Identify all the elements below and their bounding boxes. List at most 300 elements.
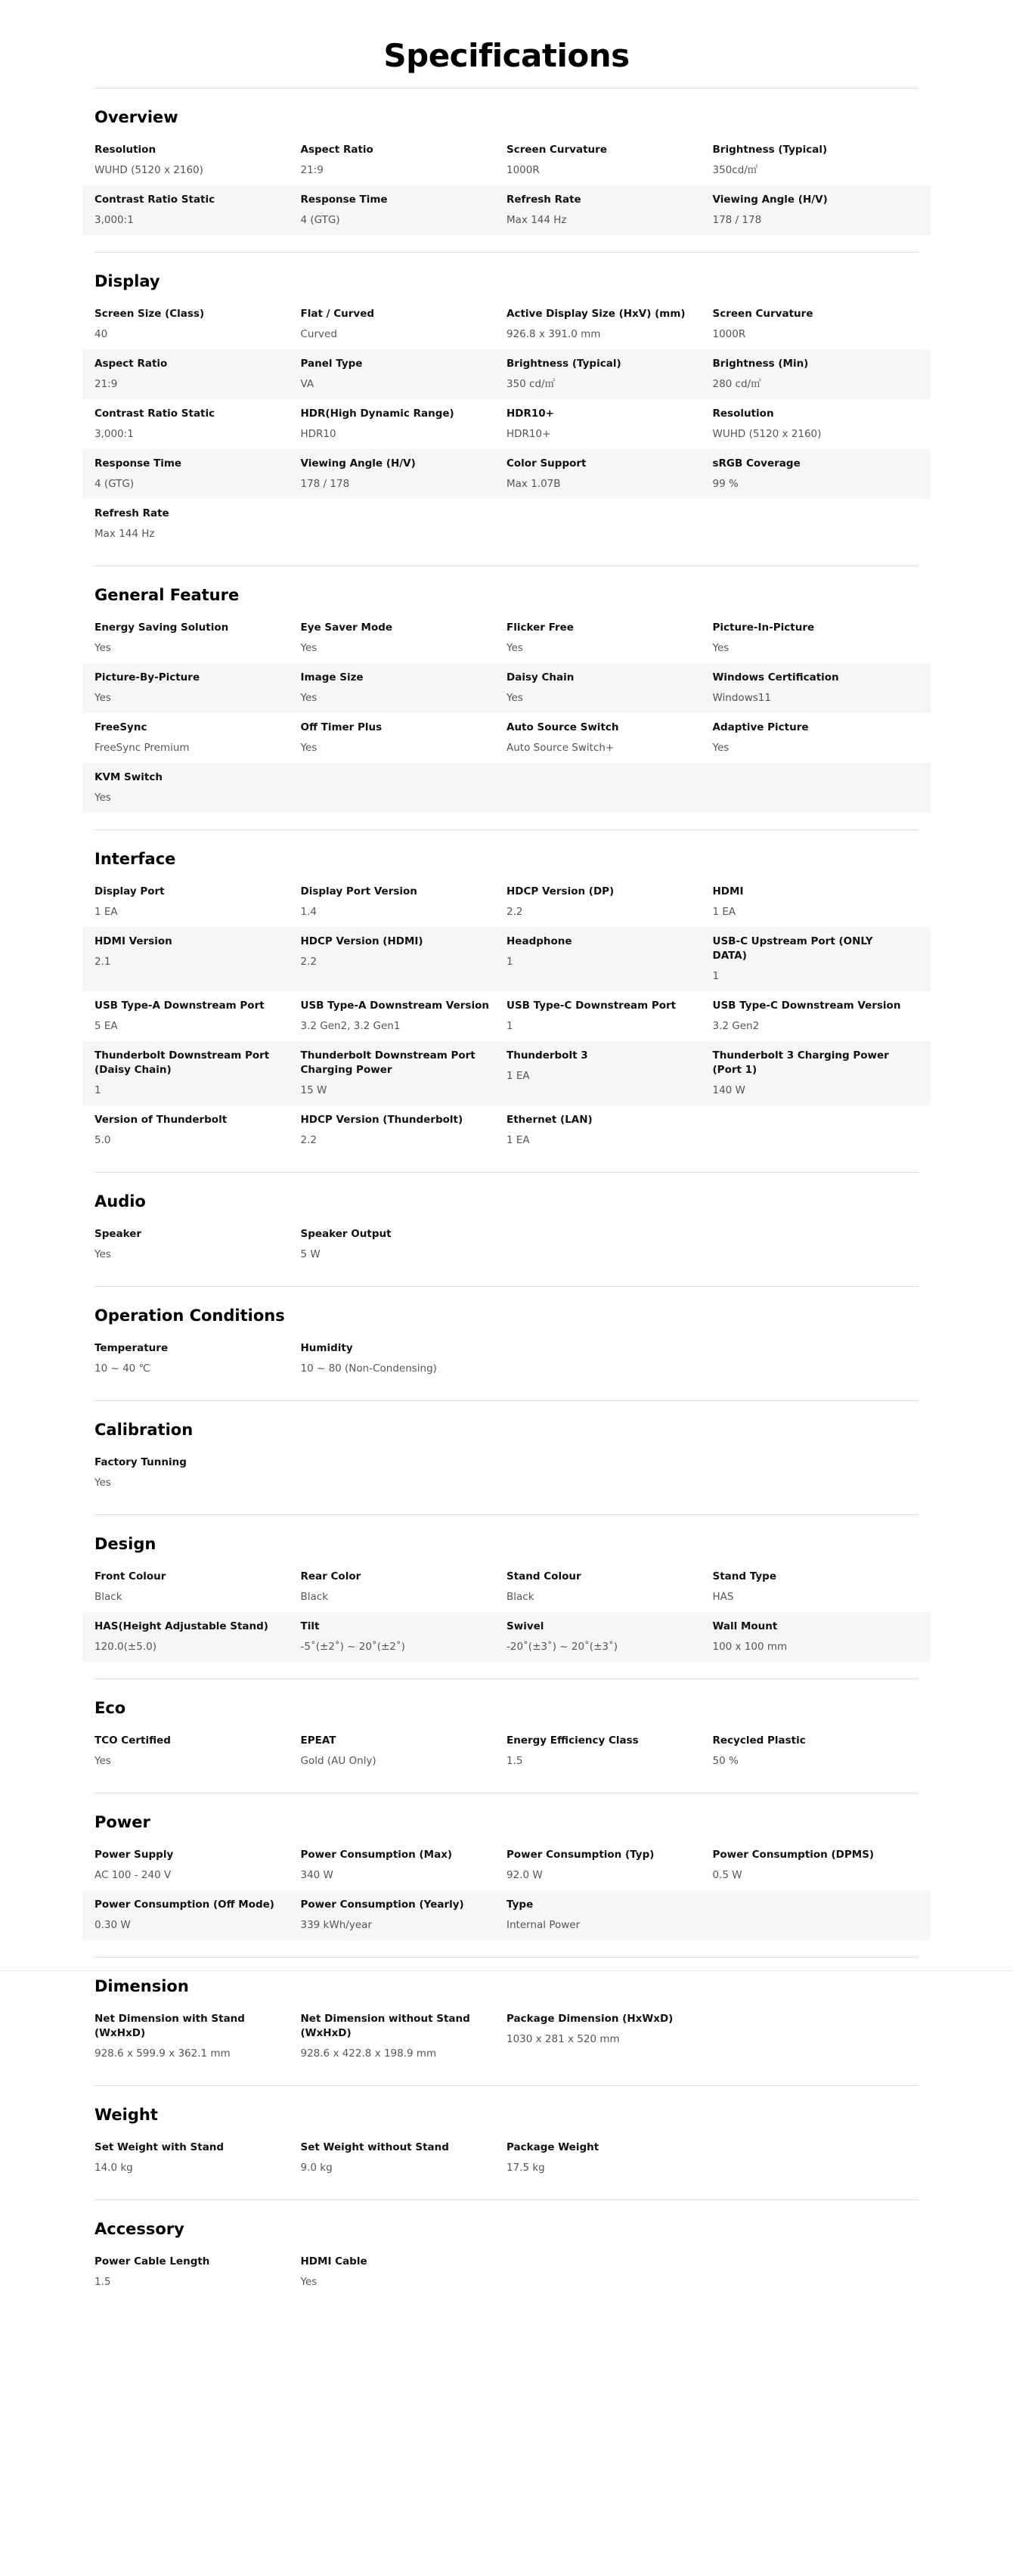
section-title: Weight — [94, 2106, 158, 2124]
spec-value: 40 — [94, 328, 108, 340]
spec-item — [94, 507, 301, 541]
spec-item — [506, 1898, 713, 1933]
spec-value: Yes — [94, 692, 111, 704]
spec-item — [94, 621, 301, 656]
spec-item — [94, 1898, 301, 1933]
spec-label: Thunderbolt 3 — [506, 1049, 588, 1062]
spec-item — [94, 1113, 301, 1148]
spec-item — [301, 1898, 507, 1933]
spec-label: Stand Type — [712, 1570, 776, 1582]
spec-value: Yes — [300, 642, 318, 654]
spec-value: Yes — [300, 742, 318, 754]
spec-value: 928.6 x 422.8 x 198.9 mm — [300, 2047, 437, 2060]
spec-row — [82, 1890, 931, 1940]
spec-item — [94, 193, 301, 228]
spec-item — [301, 999, 507, 1034]
spec-item — [301, 193, 507, 228]
spec-section-accessory — [94, 2199, 919, 2314]
spec-grid — [82, 2004, 931, 2069]
spec-value: 1.5 — [94, 2276, 111, 2288]
spec-value: 5.0 — [94, 1134, 111, 1146]
spec-item — [301, 935, 507, 984]
spec-item — [506, 721, 713, 755]
spec-row — [82, 1562, 931, 1612]
spec-value: Black — [94, 1591, 122, 1603]
spec-row — [82, 1726, 931, 1776]
spec-row — [82, 1220, 931, 1269]
spec-item — [301, 143, 507, 178]
spec-row — [82, 1840, 931, 1890]
spec-item — [506, 193, 713, 228]
spec-section-display — [94, 252, 919, 566]
spec-item — [713, 885, 919, 919]
spec-label: Auto Source Switch — [506, 721, 619, 733]
spec-value: WUHD (5120 x 2160) — [712, 428, 822, 440]
spec-value: FreeSync Premium — [94, 742, 190, 754]
spec-row — [82, 927, 931, 991]
spec-label: HDCP Version (HDMI) — [300, 935, 423, 947]
spec-row — [82, 1105, 931, 1155]
spec-item — [506, 999, 713, 1034]
spec-row — [82, 1448, 931, 1498]
spec-item — [506, 1620, 713, 1654]
spec-value: 2.2 — [506, 906, 523, 918]
spec-label: KVM Switch — [94, 771, 163, 783]
spec-row — [82, 185, 931, 235]
spec-label: Set Weight with Stand — [94, 2141, 225, 2153]
spec-item — [506, 671, 713, 705]
spec-value: 1 EA — [506, 1070, 530, 1082]
spec-row — [82, 763, 931, 813]
spec-value: 3,000:1 — [94, 428, 134, 440]
spec-section-power — [94, 1793, 919, 1957]
spec-item — [713, 935, 919, 984]
section-title: Interface — [94, 850, 176, 868]
spec-item — [94, 357, 301, 392]
spec-item — [713, 1734, 919, 1768]
spec-label: Viewing Angle (H/V) — [300, 457, 416, 470]
spec-row — [82, 2247, 931, 2297]
spec-item — [301, 671, 507, 705]
spec-value: HAS — [712, 1591, 734, 1603]
spec-section-calibration — [94, 1400, 919, 1514]
spec-value: Yes — [94, 1477, 111, 1489]
spec-item — [94, 1848, 301, 1883]
spec-label: Version of Thunderbolt — [94, 1114, 228, 1126]
spec-item — [301, 1113, 507, 1148]
spec-label: EPEAT — [300, 1734, 336, 1747]
spec-row — [82, 499, 931, 549]
spec-label: USB Type-A Downstream Port — [94, 1000, 265, 1012]
spec-label: Thunderbolt Downstream Port (Daisy Chain) — [94, 1049, 270, 1076]
spec-value: 1 EA — [712, 906, 736, 918]
spec-row — [82, 2004, 931, 2069]
spec-value: 1 — [506, 956, 513, 968]
spec-label: Response Time — [94, 457, 182, 470]
spec-label: FreeSync — [94, 721, 147, 733]
spec-item — [301, 1620, 507, 1654]
spec-label: sRGB Coverage — [712, 457, 801, 470]
spec-label: Picture-By-Picture — [94, 671, 200, 684]
spec-item — [301, 1227, 507, 1262]
spec-grid — [82, 1840, 931, 1940]
spec-label: Brightness (Typical) — [506, 358, 621, 370]
spec-section-weight — [94, 2085, 919, 2199]
spec-row — [82, 135, 931, 185]
spec-item — [94, 1049, 301, 1098]
spec-section-design — [94, 1514, 919, 1679]
spec-label: Color Support — [506, 457, 587, 470]
spec-value: 3.2 Gen2 — [712, 1020, 760, 1032]
spec-item — [301, 885, 507, 919]
spec-label: Tilt — [300, 1620, 320, 1632]
spec-value: 4 (GTG) — [300, 214, 340, 226]
spec-value: 100 x 100 mm — [712, 1641, 788, 1653]
spec-value: -5˚(±2˚) ~ 20˚(±2˚) — [300, 1641, 405, 1653]
spec-item — [94, 1620, 301, 1654]
spec-item — [506, 1570, 713, 1604]
spec-item — [713, 1620, 919, 1654]
spec-value: 5 EA — [94, 1020, 118, 1032]
spec-item — [94, 457, 301, 491]
spec-item — [506, 407, 713, 442]
spec-label: Screen Curvature — [712, 308, 813, 320]
spec-value: Curved — [300, 328, 337, 340]
spec-label: Power Consumption (Typ) — [506, 1849, 655, 1861]
spec-value: 1000R — [712, 328, 746, 340]
spec-item — [713, 1848, 919, 1883]
section-title: Calibration — [94, 1421, 194, 1439]
spec-value: Yes — [712, 742, 730, 754]
spec-item — [94, 1734, 301, 1768]
spec-item — [506, 621, 713, 656]
spec-value: HDR10 — [300, 428, 336, 440]
spec-item — [94, 1455, 301, 1490]
spec-label: HDMI Cable — [300, 2255, 367, 2268]
spec-label: Refresh Rate — [506, 194, 581, 206]
spec-value: 280 cd/㎡ — [712, 378, 761, 390]
spec-value: 9.0 kg — [300, 2162, 333, 2174]
spec-label: Picture-In-Picture — [712, 622, 815, 634]
spec-section-interface — [94, 829, 919, 1172]
spec-label: HDMI — [712, 885, 744, 897]
spec-label: Image Size — [300, 671, 364, 684]
spec-item — [94, 1570, 301, 1604]
spec-item — [94, 307, 301, 342]
spec-grid — [82, 613, 931, 813]
spec-label: Front Colour — [94, 1570, 166, 1582]
spec-value: 0.5 W — [712, 1869, 742, 1881]
spec-label: Speaker — [94, 1228, 142, 1240]
spec-value: 1 — [94, 1084, 101, 1096]
spec-item — [713, 1049, 919, 1098]
spec-row — [82, 713, 931, 763]
spec-item — [94, 143, 301, 178]
spec-value: Yes — [94, 642, 111, 654]
spec-value: 350 cd/㎡ — [506, 378, 556, 390]
spec-value: 1 — [506, 1020, 513, 1032]
spec-value: Max 144 Hz — [94, 528, 155, 540]
spec-label: HDCP Version (DP) — [506, 885, 615, 897]
spec-label: Power Consumption (DPMS) — [712, 1849, 875, 1861]
spec-section-eco — [94, 1679, 919, 1793]
spec-item — [94, 885, 301, 919]
spec-value: 178 / 178 — [300, 478, 350, 490]
spec-value: 17.5 kg — [506, 2162, 545, 2174]
spec-section-audio — [94, 1172, 919, 1286]
section-title: Audio — [94, 1192, 146, 1211]
spec-value: WUHD (5120 x 2160) — [94, 164, 203, 176]
spec-label: Resolution — [94, 144, 156, 156]
spec-value: 15 W — [300, 1084, 327, 1096]
spec-label: HDMI Version — [94, 935, 172, 947]
spec-label: Power Consumption (Off Mode) — [94, 1899, 274, 1911]
spec-item — [301, 2140, 507, 2175]
spec-item — [506, 1848, 713, 1883]
spec-label: Headphone — [506, 935, 572, 947]
spec-label: Power Supply — [94, 1849, 174, 1861]
spec-grid — [82, 299, 931, 549]
spec-value: Internal Power — [506, 1919, 581, 1931]
spec-label: Power Consumption (Max) — [300, 1849, 453, 1861]
page-title: Specifications — [383, 37, 630, 74]
spec-value: 340 W — [300, 1869, 333, 1881]
spec-row — [82, 991, 931, 1041]
spec-value: 10 ~ 80 (Non-Condensing) — [300, 1362, 437, 1375]
spec-value: 5 W — [300, 1248, 321, 1260]
spec-label: HAS(Height Adjustable Stand) — [94, 1620, 268, 1632]
spec-label: Wall Mount — [712, 1620, 778, 1632]
spec-value: 3,000:1 — [94, 214, 134, 226]
spec-label: Temperature — [94, 1342, 169, 1354]
spec-value: 4 (GTG) — [94, 478, 135, 490]
spec-value: Black — [506, 1591, 534, 1603]
spec-label: Net Dimension with Stand (WxHxD) — [94, 2013, 245, 2039]
spec-label: HDCP Version (Thunderbolt) — [300, 1114, 463, 1126]
spec-value: 92.0 W — [506, 1869, 543, 1881]
spec-value: Yes — [94, 1755, 111, 1767]
spec-value: Yes — [94, 1248, 111, 1260]
spec-value: Windows11 — [712, 692, 771, 704]
spec-item — [713, 721, 919, 755]
spec-value: 350cd/㎡ — [712, 164, 758, 176]
spec-value: 14.0 kg — [94, 2162, 133, 2174]
spec-label: Power Cable Length — [94, 2255, 210, 2268]
spec-label: Flicker Free — [506, 622, 574, 634]
spec-value: Max 1.07B — [506, 478, 561, 490]
spec-value: Yes — [506, 642, 523, 654]
spec-value: 1000R — [506, 164, 540, 176]
spec-section-dimension — [94, 1957, 919, 2085]
section-title: General Feature — [94, 586, 240, 604]
spec-label: HDR10+ — [506, 408, 554, 420]
spec-value: 2.2 — [300, 1134, 317, 1146]
spec-value: 1 EA — [94, 906, 118, 918]
spec-grid — [82, 1334, 931, 1384]
spec-value: 1030 x 281 x 520 mm — [506, 2033, 620, 2045]
spec-item — [94, 1341, 301, 1376]
spec-label: Windows Certification — [712, 671, 839, 684]
spec-label: USB-C Upstream Port (ONLY DATA) — [712, 935, 873, 962]
spec-item — [301, 621, 507, 656]
spec-label: Viewing Angle (H/V) — [712, 194, 828, 206]
spec-value: 2.2 — [300, 956, 317, 968]
spec-item — [301, 1848, 507, 1883]
spec-item — [301, 357, 507, 392]
spec-label: Stand Colour — [506, 1570, 581, 1582]
spec-value: 1 EA — [506, 1134, 530, 1146]
spec-value: 3.2 Gen2, 3.2 Gen1 — [300, 1020, 401, 1032]
spec-item — [94, 999, 301, 1034]
spec-row — [82, 1041, 931, 1105]
spec-item — [713, 407, 919, 442]
spec-item — [301, 457, 507, 491]
spec-item — [506, 457, 713, 491]
spec-value: Yes — [712, 642, 730, 654]
spec-row — [82, 449, 931, 499]
spec-item — [506, 2140, 713, 2175]
spec-value: Auto Source Switch+ — [506, 742, 615, 754]
section-title: Eco — [94, 1699, 126, 1717]
spec-label: Recycled Plastic — [712, 1734, 806, 1747]
divider — [0, 1970, 1013, 1971]
spec-value: 2.1 — [94, 956, 111, 968]
spec-label: Daisy Chain — [506, 671, 575, 684]
spec-value: Gold (AU Only) — [300, 1755, 376, 1767]
spec-item — [506, 1049, 713, 1098]
section-title: Accessory — [94, 2220, 184, 2238]
spec-row — [82, 663, 931, 713]
spec-value: 1.5 — [506, 1755, 523, 1767]
spec-label: Panel Type — [300, 358, 363, 370]
spec-item — [94, 721, 301, 755]
spec-item — [301, 2012, 507, 2061]
spec-label: Resolution — [712, 408, 774, 420]
spec-row — [82, 399, 931, 449]
spec-value: 178 / 178 — [712, 214, 762, 226]
spec-item — [301, 1049, 507, 1098]
spec-label: Eye Saver Mode — [300, 622, 393, 634]
spec-label: Screen Size (Class) — [94, 308, 205, 320]
spec-item — [94, 770, 301, 805]
spec-label: Speaker Output — [300, 1228, 392, 1240]
spec-label: Package Dimension (HxWxD) — [506, 2013, 674, 2025]
spec-grid — [82, 1448, 931, 1498]
section-title: Power — [94, 1813, 150, 1831]
spec-label: Aspect Ratio — [94, 358, 168, 370]
spec-value: Black — [300, 1591, 329, 1603]
spec-item — [713, 999, 919, 1034]
spec-label: Contrast Ratio Static — [94, 408, 215, 420]
spec-item — [94, 935, 301, 984]
spec-label: Off Timer Plus — [300, 721, 383, 733]
spec-item — [713, 671, 919, 705]
spec-value: 21:9 — [300, 164, 324, 176]
spec-item — [94, 2012, 301, 2061]
spec-item — [94, 407, 301, 442]
spec-item — [506, 2012, 713, 2061]
spec-label: Thunderbolt Downstream Port Charging Power — [300, 1049, 476, 1076]
spec-item — [506, 1734, 713, 1768]
spec-label: USB Type-C Downstream Version — [712, 1000, 901, 1012]
spec-label: Power Consumption (Yearly) — [300, 1899, 464, 1911]
spec-value: Max 144 Hz — [506, 214, 567, 226]
spec-value: 140 W — [712, 1084, 745, 1096]
spec-label: Adaptive Picture — [712, 721, 809, 733]
spec-grid — [82, 1726, 931, 1776]
spec-row — [82, 1612, 931, 1662]
spec-grid — [82, 877, 931, 1155]
section-title: Operation Conditions — [94, 1307, 285, 1325]
spec-value: 339 kWh/year — [300, 1919, 372, 1931]
spec-item — [94, 2140, 301, 2175]
spec-item — [506, 935, 713, 984]
spec-value: 99 % — [712, 478, 739, 490]
spec-value: 928.6 x 599.9 x 362.1 mm — [94, 2047, 231, 2060]
spec-label: Display Port Version — [300, 885, 417, 897]
spec-value: 1.4 — [300, 906, 317, 918]
spec-section-overview — [94, 88, 919, 252]
spec-label: Contrast Ratio Static — [94, 194, 215, 206]
spec-label: Set Weight without Stand — [300, 2141, 449, 2153]
spec-label: Refresh Rate — [94, 507, 169, 519]
spec-row — [82, 349, 931, 399]
spec-grid — [82, 1220, 931, 1269]
spec-label: Type — [506, 1899, 534, 1911]
spec-grid — [82, 1562, 931, 1662]
spec-label: Energy Efficiency Class — [506, 1734, 639, 1747]
spec-label: Energy Saving Solution — [94, 622, 229, 634]
spec-row — [82, 2133, 931, 2183]
spec-label: Humidity — [300, 1342, 353, 1354]
section-title: Dimension — [94, 1977, 189, 1995]
spec-item — [506, 143, 713, 178]
spec-item — [713, 193, 919, 228]
spec-value: 21:9 — [94, 378, 118, 390]
spec-label: Rear Color — [300, 1570, 361, 1582]
spec-item — [713, 621, 919, 656]
spec-item — [301, 2255, 507, 2289]
spec-value: -20˚(±3˚) ~ 20˚(±3˚) — [506, 1641, 618, 1653]
spec-value: Yes — [300, 2276, 318, 2288]
section-title: Display — [94, 272, 160, 290]
spec-row — [82, 1334, 931, 1384]
spec-label: Net Dimension without Stand (WxHxD) — [300, 2013, 470, 2039]
spec-value: 0.30 W — [94, 1919, 131, 1931]
spec-section-operation-conditions — [94, 1286, 919, 1400]
spec-label: Package Weight — [506, 2141, 599, 2153]
spec-value: 10 ~ 40 ℃ — [94, 1362, 150, 1375]
specifications-list — [94, 88, 919, 2314]
spec-value: 1 — [712, 970, 720, 982]
spec-label: USB Type-C Downstream Port — [506, 1000, 677, 1012]
spec-row — [82, 877, 931, 927]
spec-label: TCO Certified — [94, 1734, 171, 1747]
spec-item — [713, 307, 919, 342]
spec-grid — [82, 2133, 931, 2183]
spec-label: Thunderbolt 3 Charging Power (Port 1) — [712, 1049, 889, 1076]
section-title: Design — [94, 1535, 156, 1553]
spec-item — [713, 143, 919, 178]
spec-label: USB Type-A Downstream Version — [300, 1000, 489, 1012]
spec-item — [94, 2255, 301, 2289]
spec-label: Response Time — [300, 194, 388, 206]
spec-item — [301, 307, 507, 342]
spec-row — [82, 299, 931, 349]
spec-label: Active Display Size (HxV) (mm) — [506, 308, 686, 320]
spec-item — [713, 357, 919, 392]
spec-label: Brightness (Typical) — [712, 144, 828, 156]
